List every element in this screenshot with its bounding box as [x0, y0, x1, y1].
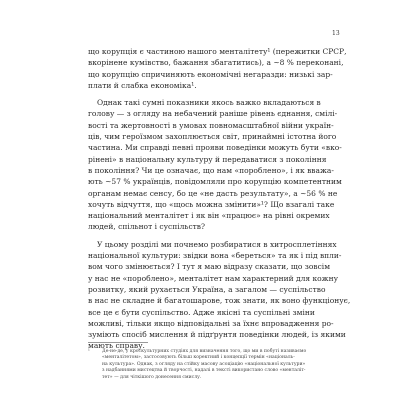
text-line: вкорінене кумівство, бажання збагатитись), а ~8 % переконані, — [88, 58, 344, 68]
footnote — [88, 349, 345, 381]
text-line: плати й слабка економіка¹. — [88, 80, 197, 90]
text-line: все це є бути суспільство. Адже якісні та суспільні зміни — [88, 307, 315, 317]
text-line: зуміють спосіб мислення й підґрунтя поведінки людей, із якими — [88, 330, 346, 340]
footnote-line: Де-не-де, у кроскультурних студіях для визначення того, що ми в побуті називаємо — [102, 349, 307, 354]
footnote-divider — [88, 342, 148, 343]
text-line: у нас не «пороблено», менталітет нам характерний для кожну — [88, 273, 338, 283]
text-line: голову — з огляду на небачений раніше рівень єднання, смілі- — [88, 109, 338, 119]
footnote-line: на культура». Однак, з огляду на стійку масову асоціацію «національної культури» — [102, 361, 306, 367]
text-line: що корупція є частиною нашого менталітету¹ (пережитки СРСР, — [88, 47, 347, 56]
text-line: розвитку, який рухається Україна, а загалом — суспільство — [88, 284, 326, 294]
text-line: можливі, тільки якщо відповідальні за їхнє впровадження ро- — [88, 318, 334, 328]
text-line: в нас не складне й багатошарове, тож знати, як воно функціонує, — [88, 296, 351, 306]
text-line: У цьому розділі ми почнемо розбиратися в хитросплетіннях — [97, 239, 337, 249]
text-line: ють ~57 % українців, повідомляли про корупцію компетентним — [88, 177, 342, 187]
paragraph-1 — [88, 46, 345, 91]
text-line: органам немає сенсу, бо це «не дасть результату», а ~56 % не — [88, 188, 338, 198]
text-line: вості та жертовності в умовах повномасштабної війни україн- — [88, 120, 334, 130]
text-line: національної культури: звідки вона «береться» та як і під впли- — [88, 251, 342, 261]
text-line: в покоління? Чи це означає, що нам «пороблено», і як вважа- — [88, 165, 334, 175]
text-line: частина. Ми справді певні прояви поведінки можуть бути «вко- — [88, 143, 342, 153]
text-line: мають справу. — [88, 341, 145, 351]
footnote-line: «менталітетом», застосовують більш коректний і концепції термін «національ- — [102, 355, 295, 361]
text-line: національний менталітет і як він «працює» на рівні окремих — [88, 211, 330, 221]
footnote-mark: ¹ — [88, 349, 90, 354]
text-line: вом чого змінюється? І тут я маю відразу сказати, що зовсім — [88, 262, 331, 272]
text-line: людей, спільнот і суспільств? — [88, 222, 206, 232]
page-number: 13 — [332, 30, 340, 37]
text-line: Однак такі сумні показники якось важко вкладаються в — [97, 98, 321, 108]
footnote-line: з надбаннями мистецтва й творчості, надалі в тексті використано слово «менталіт- — [102, 368, 306, 374]
text-line: хочуть відчуття, що «щось можна змінити»¹? Що взагалі таке — [88, 199, 335, 209]
footnote-line: тет» — для чіткішого донесення смислу. — [102, 374, 202, 380]
text-line: ців, чим героїзмом захоплюється світ, принаймні істотна його — [88, 132, 337, 142]
body-text — [88, 46, 351, 352]
paragraph-3 — [88, 239, 351, 352]
text-line: рінені» в національну культуру й передаватися з покоління — [88, 154, 327, 164]
paragraph-2 — [88, 97, 345, 233]
text-line: що корупцію спричиняють економічні негаразди: низькі зар- — [88, 69, 333, 79]
